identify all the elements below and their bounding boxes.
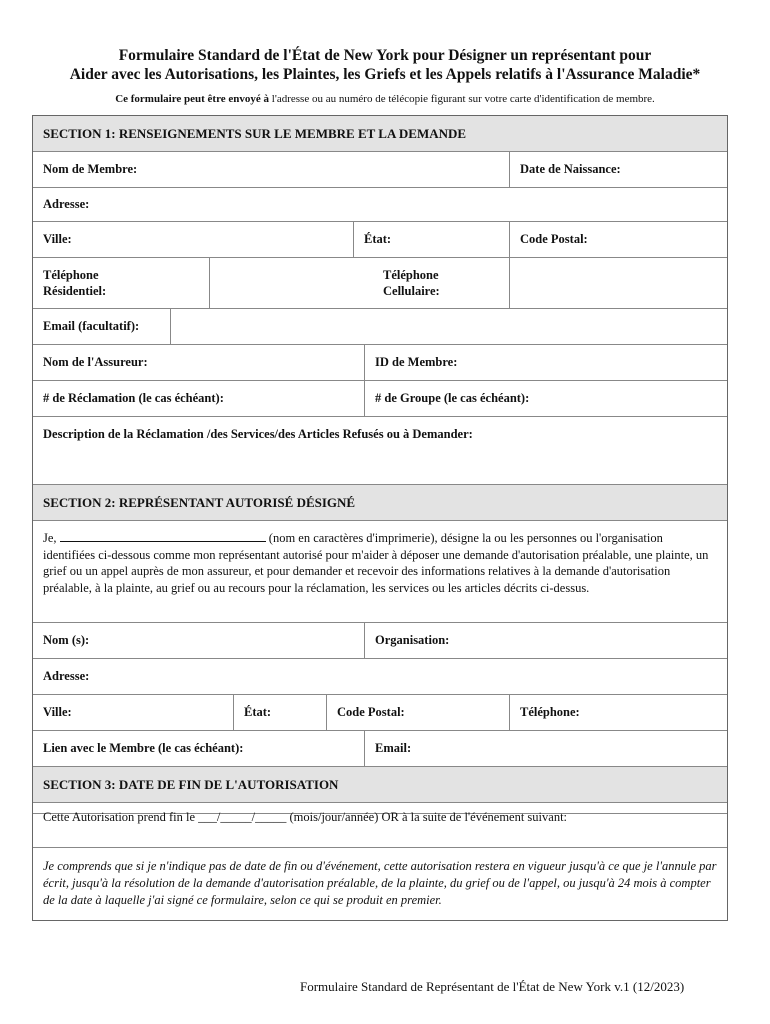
claim-number-field[interactable]: # de Réclamation (le cas échéant):	[43, 391, 224, 405]
rep-city-field[interactable]: Ville:	[43, 705, 72, 719]
rep-state-field[interactable]: État:	[233, 695, 326, 730]
home-phone-input[interactable]	[209, 258, 373, 308]
rep-address-field[interactable]: Adresse:	[43, 669, 90, 683]
authorization-terms: Je comprends que si je n'indique pas de date de fin ou d'événement, cette autorisation restera en vigueur jusqu'à ce que je l'annule par écrit, jusqu'à la résolution de la demande d'autorisation préalable, de la plainte, du grief ou de l'appel, ou jusqu'à 24 mois à compter de la date à laquelle j'ai signé ce formulaire, selon ce qui se produit en premier.	[43, 859, 717, 907]
printed-name-blank[interactable]	[60, 530, 266, 542]
end-date-clipped-text: Cette Autorisation prend fin le ___/_____/_____ (mois/jour/année) OR à la suite de l'événement suivant:	[43, 810, 568, 824]
section1-header: SECTION 1: RENSEIGNEMENTS SUR LE MEMBRE ET LA DEMANDE	[33, 116, 727, 152]
member-name-field[interactable]: Nom de Membre:	[43, 162, 138, 176]
end-date-field[interactable]	[33, 803, 727, 824]
member-email-input[interactable]	[170, 309, 727, 344]
insurer-name-field[interactable]: Nom de l'Assureur:	[43, 355, 148, 369]
designation-paragraph: Je, (nom en caractères d'imprimerie), désigne la ou les personnes ou l'organisation identifiées ci-dessous comme mon représentant autorisé pour m'aider à déposer une demande d'autorisation préalable, une plainte, un grief ou un appel auprès de mon assureur, et pour demander et recevoir des informations relatives à la demande d'autorisation préalable, à la plainte, au grief ou au recours pour la réclamation, les services ou les articles décrits ci-dessus.	[43, 531, 709, 595]
section2-header: SECTION 2: REPRÉSENTANT AUTORISÉ DÉSIGNÉ	[33, 485, 727, 521]
claim-description-field[interactable]: Description de la Réclamation /des Services/des Articles Refusés ou à Demander:	[43, 427, 473, 441]
member-id-field[interactable]: ID de Membre:	[364, 345, 727, 380]
member-postal-code-field[interactable]: Code Postal:	[509, 222, 727, 257]
home-phone-label: Téléphone Résidentiel:	[43, 268, 107, 298]
section3-header: SECTION 3: DATE DE FIN DE L'AUTORISATION	[33, 767, 727, 803]
member-address-field[interactable]: Adresse:	[43, 197, 90, 211]
representative-form	[32, 115, 728, 921]
submission-note	[0, 93, 770, 105]
rep-email-field[interactable]: Email:	[364, 731, 727, 766]
form-title-line2: Aider avec les Autorisations, les Plaintes, les Griefs et les Appels relatifs à l'Assurance Maladie*	[69, 66, 701, 83]
end-event-input[interactable]	[33, 814, 727, 848]
member-city-field[interactable]: Ville:	[43, 232, 72, 246]
submission-note-bold: Ce formulaire peut être envoyé à	[115, 93, 270, 105]
form-title-line1: Formulaire Standard de l'État de New York pour Désigner un représentant pour	[118, 47, 652, 64]
rep-names-field[interactable]: Nom (s):	[43, 633, 90, 647]
relationship-field[interactable]: Lien avec le Membre (le cas échéant):	[43, 741, 244, 755]
submission-note-rest: l'adresse ou au numéro de télécopie figurant sur votre carte d'identification de membre.	[269, 93, 655, 105]
form-footer: Formulaire Standard de Représentant de l'État de New York v.1 (12/2023)	[300, 979, 685, 994]
cell-phone-input[interactable]	[509, 258, 727, 308]
member-email-label: Email (facultatif):	[43, 319, 140, 333]
rep-phone-field[interactable]: Téléphone:	[509, 695, 727, 730]
birth-date-field[interactable]: Date de Naissance:	[509, 152, 727, 187]
member-state-field[interactable]: État:	[353, 222, 509, 257]
rep-organization-field[interactable]: Organisation:	[364, 623, 727, 658]
rep-postal-code-field[interactable]: Code Postal:	[326, 695, 509, 730]
cell-phone-label: Téléphone Cellulaire:	[383, 268, 440, 298]
group-number-field[interactable]: # de Groupe (le cas échéant):	[364, 381, 727, 416]
